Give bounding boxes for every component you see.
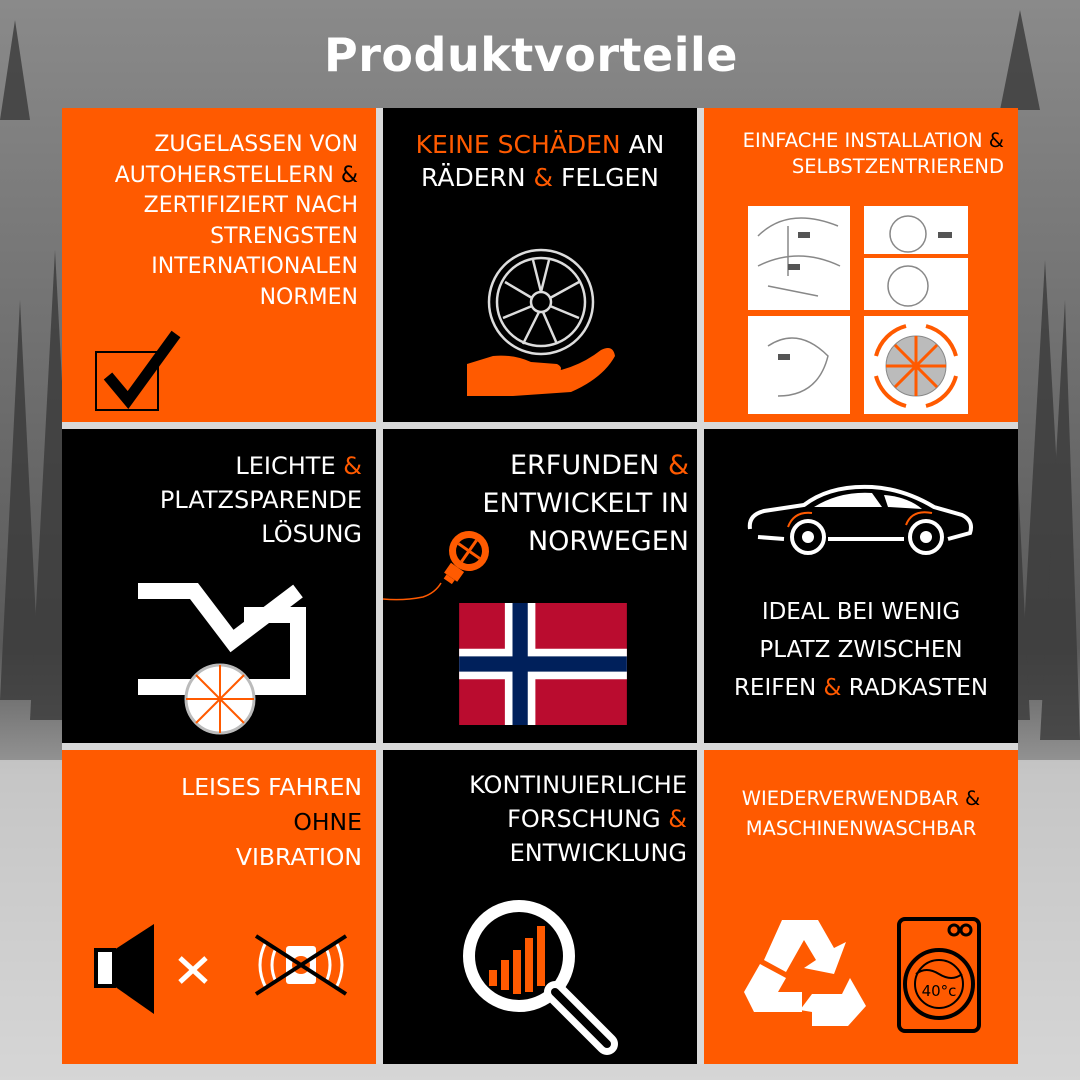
ampersand: &: [533, 163, 554, 192]
text-line: [469, 802, 687, 836]
text-span: RÄDERN: [421, 163, 526, 192]
feature-grid: [62, 108, 1018, 1064]
text-line: ENTWICKLUNG: [509, 839, 687, 867]
text-line: KONTINUIERLICHE: [469, 771, 687, 799]
ampersand: &: [823, 675, 842, 701]
page-title: Produktvorteile: [324, 28, 738, 82]
installation-steps-icon: [748, 206, 972, 416]
tile-quiet-text: [181, 770, 362, 875]
text-line: [115, 161, 358, 192]
ampersand: &: [667, 450, 689, 481]
tile-no-damage-text: [383, 128, 697, 194]
tile-research-text: [469, 768, 687, 870]
no-vibration-icon: [252, 930, 352, 1000]
text-line: INTERNATIONALEN: [151, 254, 358, 279]
text-line: SELBSTZENTRIEREND: [791, 155, 1004, 178]
ampersand: &: [343, 452, 362, 480]
tile-norway-text: [482, 447, 689, 561]
text-span: EINFACHE INSTALLATION: [742, 129, 983, 152]
text-line: ZERTIFIZIERT NACH: [143, 193, 358, 218]
sports-car-icon: [744, 477, 976, 557]
text-line: STRENGSTEN: [210, 223, 358, 249]
text-line: [383, 128, 697, 161]
recycle-icon: [734, 912, 866, 1032]
text-line: ZUGELASSEN VON: [154, 132, 358, 157]
tile-no-damage: [383, 108, 697, 422]
tile-small-space: [704, 429, 1018, 743]
text-line: MASCHINENWASCHBAR: [745, 817, 977, 840]
text-line: LÖSUNG: [261, 520, 362, 548]
text-span: REIFEN: [733, 675, 817, 701]
text-line: PLATZ ZWISCHEN: [759, 637, 963, 663]
text-line: IDEAL BEI WENIG: [761, 599, 961, 625]
text-line: [383, 161, 697, 194]
norway-flag-icon: [459, 603, 627, 725]
ampersand: &: [340, 162, 358, 188]
compact-storage-icon: [134, 575, 314, 735]
text-line: [704, 784, 1018, 814]
ampersand: &: [965, 787, 981, 810]
speaker-muted-icon: [94, 920, 224, 1020]
wheel-on-hand-icon: [453, 246, 633, 406]
text-line: OHNE: [293, 808, 362, 836]
text-span: AUTOHERSTELLERN: [114, 162, 334, 188]
lightbulb-icon: [383, 527, 503, 607]
tile-lightweight: [62, 429, 376, 743]
text-line: [160, 449, 362, 483]
checkbox-check-icon: [94, 330, 184, 415]
text-line: NORWEGEN: [527, 526, 689, 557]
text-span: LEICHTE: [235, 452, 336, 480]
tile-approved-text: [115, 130, 358, 313]
text-span: WIEDERVERWENDBAR: [741, 787, 959, 810]
text-span: RADKASTEN: [848, 675, 989, 701]
tile-research: [383, 750, 697, 1064]
tile-easy-install: [704, 108, 1018, 422]
ampersand: &: [668, 805, 687, 833]
text-span: FORSCHUNG: [507, 805, 661, 833]
text-line: [743, 128, 1004, 154]
text-span: KEINE SCHÄDEN: [415, 130, 621, 159]
tile-easy-install-text: [743, 128, 1004, 180]
text-line: [482, 447, 689, 485]
text-line: LEISES FAHREN: [181, 773, 362, 801]
text-span: FELGEN: [561, 163, 659, 192]
magnifier-chart-icon: [459, 896, 629, 1056]
text-line: PLATZSPARENDE: [159, 486, 362, 514]
tile-quiet: [62, 750, 376, 1064]
tile-norway: [383, 429, 697, 743]
tile-reusable-text: [704, 784, 1018, 844]
text-line: ENTWICKELT IN: [482, 488, 689, 519]
temperature-label: 40°c: [921, 982, 957, 1000]
text-line: VIBRATION: [235, 843, 362, 871]
ampersand: &: [988, 129, 1004, 152]
tile-small-space-text: [704, 593, 1018, 707]
washing-machine-icon: [896, 916, 982, 1034]
text-span: ERFUNDEN: [509, 450, 660, 481]
tile-approved: [62, 108, 376, 422]
tile-lightweight-text: [160, 449, 362, 551]
text-line: [704, 669, 1018, 707]
tile-reusable: [704, 750, 1018, 1064]
text-span: AN: [628, 130, 665, 159]
text-line: NORMEN: [259, 284, 358, 310]
